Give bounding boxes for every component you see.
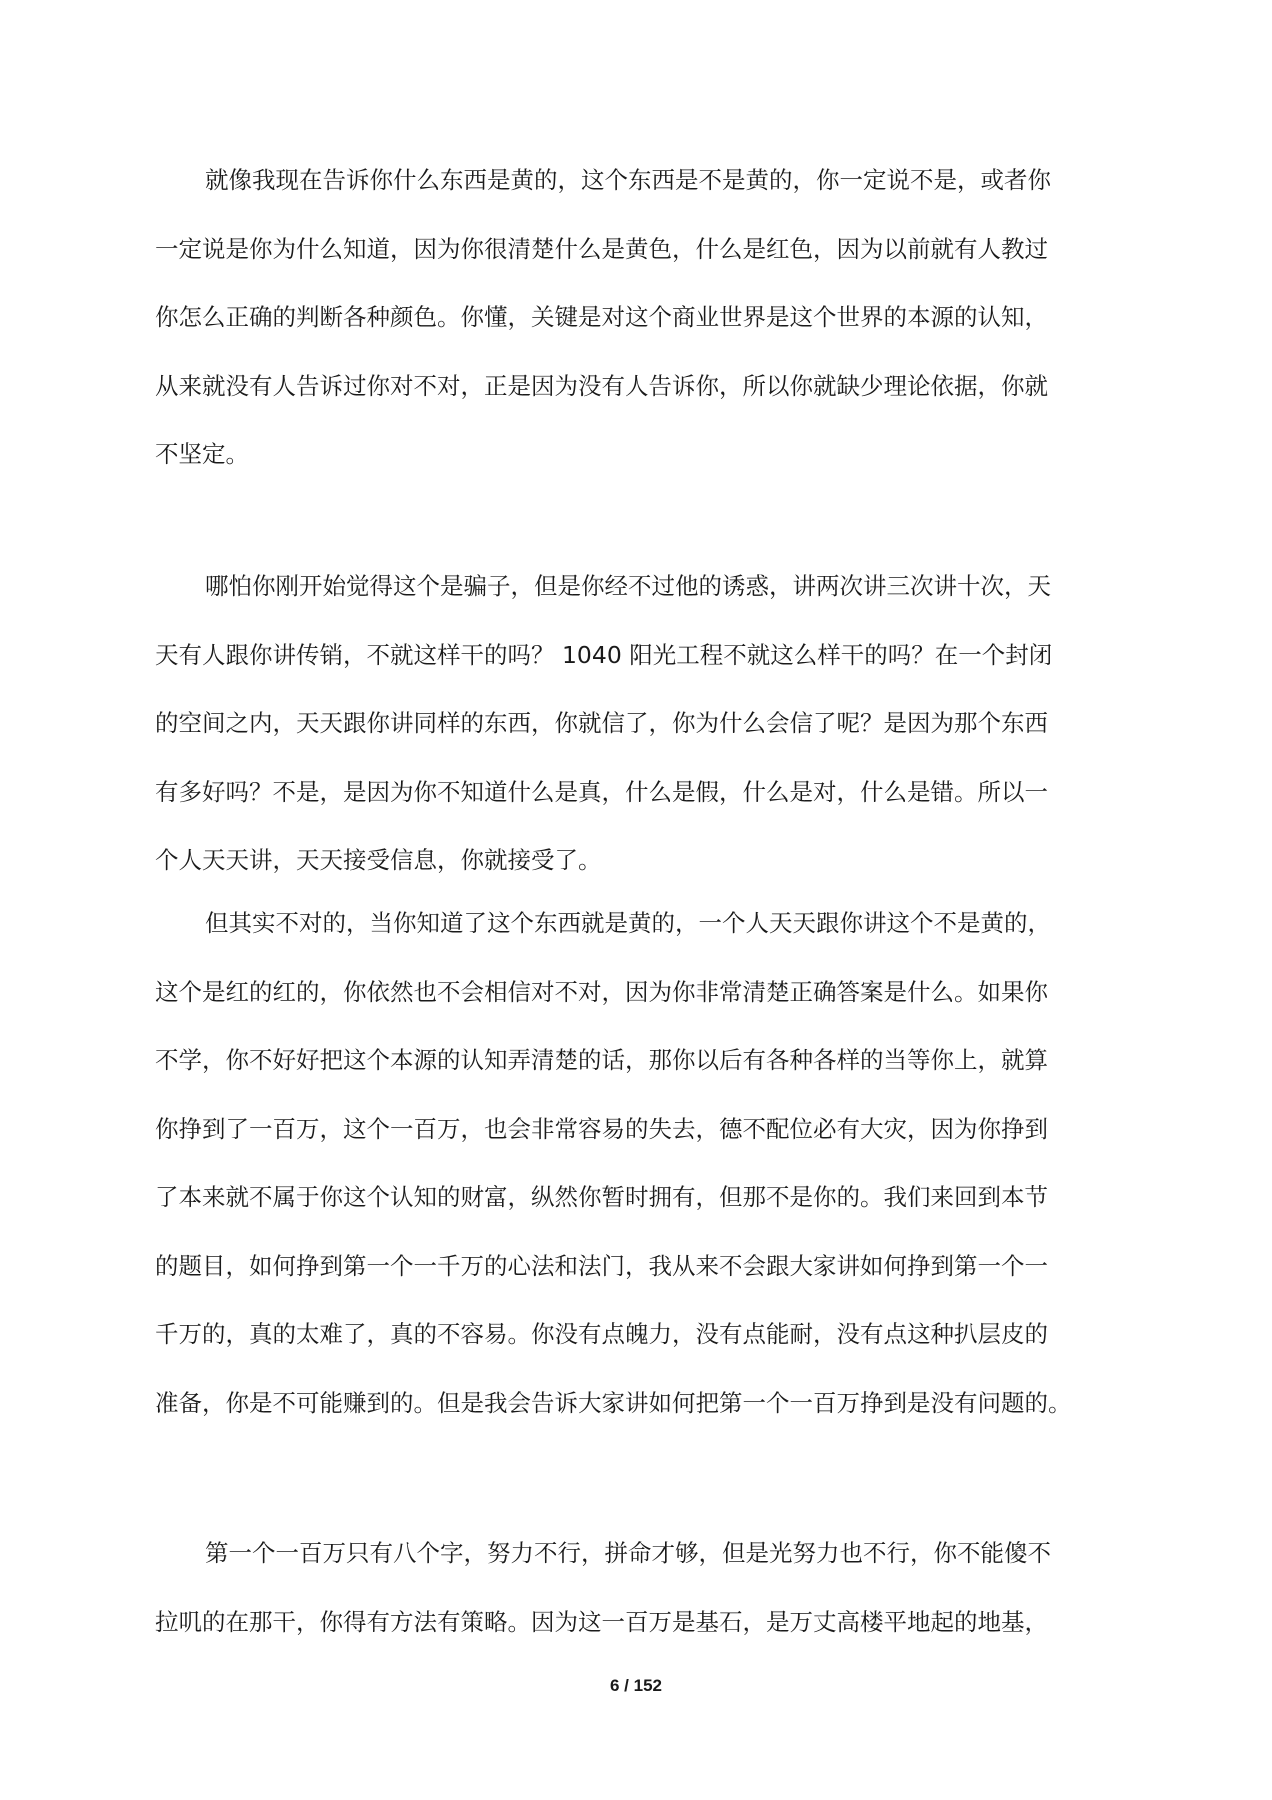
- paragraph-line: 不坚定。: [155, 440, 249, 468]
- paragraph-3: [155, 889, 1123, 1437]
- paragraph-line: 一定说是你为什么知道，因为你很清楚什么是黄色，什么是红色，因为以前就有人教过: [155, 234, 1048, 263]
- paragraph-4: [155, 1519, 1123, 1656]
- paragraph-line: 的空间之内，天天跟你讲同样的东西，你就信了，你为什么会信了呢？是因为那个东西: [155, 709, 1048, 737]
- paragraph-line: 拉叽的在那干，你得有方法有策略。因为这一百万是基石，是万丈高楼平地起的地基，: [155, 1607, 1048, 1636]
- paragraph-line: 有多好吗？不是，是因为你不知道什么是真，什么是假，什么是对，什么是错。所以一: [155, 777, 1048, 806]
- paragraph-2: [155, 552, 1123, 895]
- paragraph-line: 千万的，真的太难了，真的不容易。你没有点魄力，没有点能耐，没有点这种扒层皮的: [155, 1320, 1048, 1348]
- paragraph-line: 就像我现在告诉你什么东西是黄的，这个东西是不是黄的，你一定说不是，或者你: [205, 166, 1051, 194]
- paragraph-line: 准备，你是不可能赚到的。但是我会告诉大家讲如何把第一个一百万挣到是没有问题的。: [155, 1388, 1072, 1417]
- page-number: 6 / 152: [610, 1676, 662, 1695]
- paragraph-1: [155, 146, 1123, 489]
- paragraph-line: 了本来就不属于你这个认知的财富，纵然你暂时拥有，但那不是你的。我们来回到本节: [155, 1183, 1048, 1211]
- paragraph-line: 不学，你不好好把这个本源的认知弄清楚的话，那你以后有各种各样的当等你上，就算: [155, 1046, 1048, 1074]
- paragraph-line: 这个是红的红的，你依然也不会相信对不对，因为你非常清楚正确答案是什么。如果你: [155, 977, 1048, 1006]
- paragraph-line: 的题目，如何挣到第一个一千万的心法和法门，我从来不会跟大家讲如何挣到第一个一: [155, 1251, 1048, 1280]
- paragraph-line: 但其实不对的，当你知道了这个东西就是黄的，一个人天天跟你讲这个不是黄的，: [205, 909, 1051, 937]
- paragraph-line: 从来就没有人告诉过你对不对，正是因为没有人告诉你，所以你就缺少理论依据，你就: [155, 371, 1048, 400]
- paragraph-line: 你怎么正确的判断各种颜色。你懂，关键是对这个商业世界是这个世界的本源的认知，: [155, 303, 1048, 331]
- paragraph-line: 个人天天讲，天天接受信息，你就接受了。: [155, 846, 602, 874]
- paragraph-line: 天有人跟你讲传销，不就这样干的吗？ 1040 阳光工程不就这么样干的吗？在一个封闭: [155, 640, 1053, 669]
- paragraph-line: 第一个一百万只有八个字，努力不行，拼命才够，但是光努力也不行，你不能傻不: [205, 1539, 1051, 1567]
- paragraph-line: 你挣到了一百万，这个一百万，也会非常容易的失去，德不配位必有大灾，因为你挣到: [155, 1114, 1048, 1143]
- paragraph-line: 哪怕你刚开始觉得这个是骗子，但是你经不过他的诱惑，讲两次讲三次讲十次，天: [205, 572, 1051, 600]
